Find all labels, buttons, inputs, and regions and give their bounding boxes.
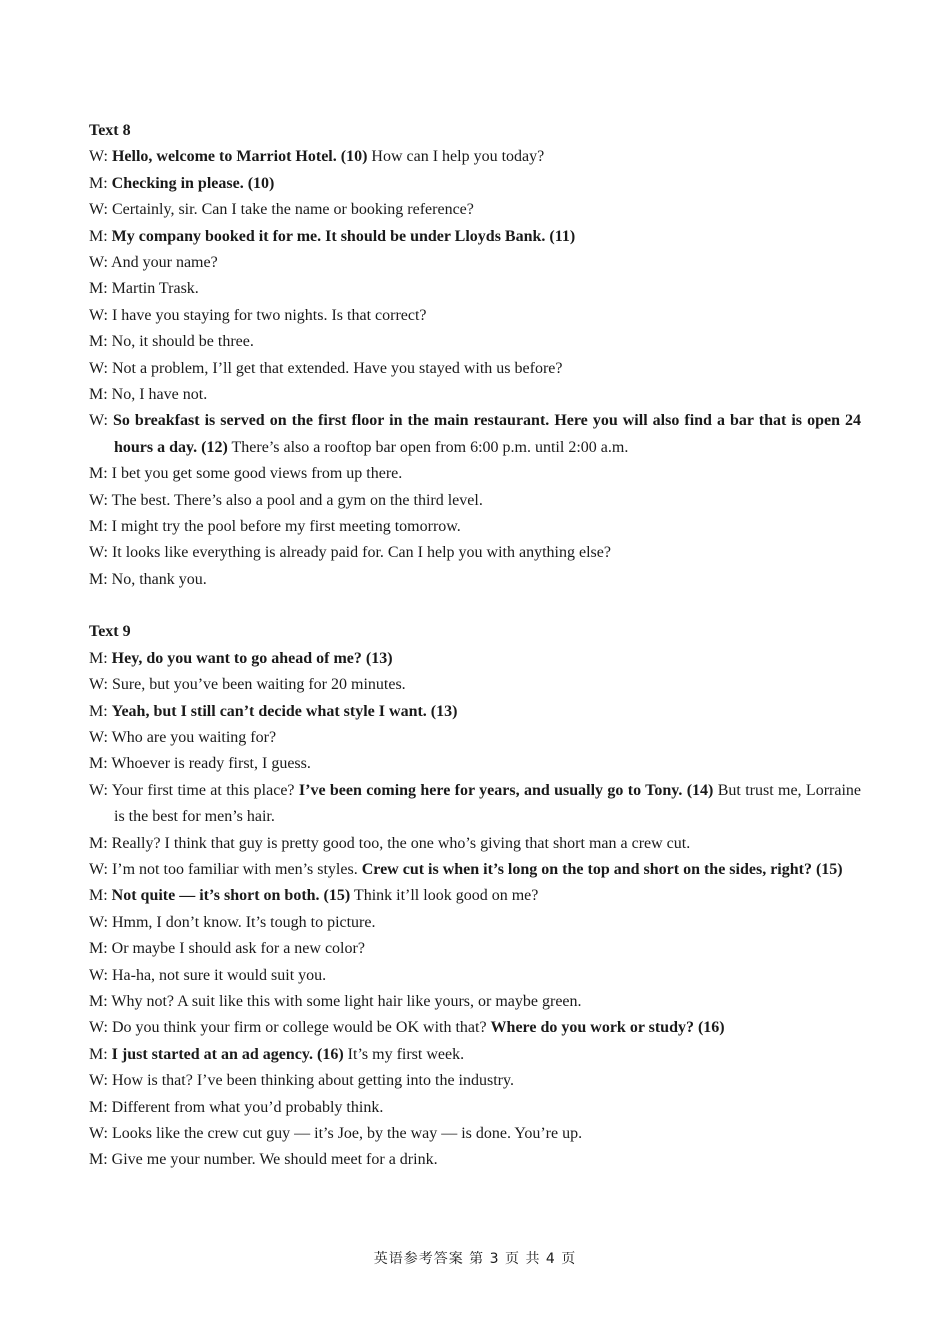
dialogue-line — [89, 1147, 861, 1173]
dialogue-line — [89, 699, 861, 725]
document-body — [89, 118, 861, 1174]
line-text: M: — [89, 702, 112, 720]
line-text: M: Why not? A suit like this with some light hair like yours, or maybe green. — [89, 992, 582, 1010]
line-text: M: — [89, 649, 112, 667]
line-text: M: — [89, 887, 112, 905]
dialogue-line — [89, 382, 861, 408]
section-heading: Text 8 — [89, 122, 131, 139]
line-text: W: I have you staying for two nights. Is that correct? — [89, 306, 427, 324]
dialogue-line — [89, 672, 861, 698]
line-text: M: Give me your number. We should meet for a drink. — [89, 1151, 438, 1169]
dialogue-line — [89, 540, 861, 566]
line-text: W: — [89, 148, 112, 166]
dialogue-line — [89, 910, 861, 936]
dialogue-line — [89, 936, 861, 962]
dialogue-line — [89, 1015, 861, 1041]
line-text: W: Certainly, sir. Can I take the name or booking reference? — [89, 201, 474, 219]
line-text: W: — [89, 412, 113, 430]
line-text: W: And your name? — [89, 254, 218, 272]
line-text: Think it’ll look good on me? — [350, 887, 539, 905]
line-text: W: Hmm, I don’t know. It’s tough to picture. — [89, 913, 376, 931]
dialogue-section — [89, 619, 861, 1174]
line-text: M: Martin Trask. — [89, 280, 199, 298]
line-text: M: — [89, 1045, 112, 1063]
line-text: M: I bet you get some good views from up there. — [89, 465, 403, 483]
line-text: M: Whoever is ready first, I guess. — [89, 755, 311, 773]
answer-highlight: Checking in please. (10) — [111, 174, 275, 192]
line-text: W: How is that? I’ve been thinking about getting into the industry. — [89, 1072, 514, 1090]
line-text: W: Who are you waiting for? — [89, 728, 277, 746]
dialogue-line — [89, 171, 861, 197]
dialogue-line — [89, 461, 861, 487]
answer-highlight: Hey, do you want to go ahead of me? (13) — [111, 649, 393, 667]
dialogue-line — [89, 514, 861, 540]
dialogue-line — [89, 725, 861, 751]
line-text: W: Ha-ha, not sure it would suit you. — [89, 966, 327, 984]
dialogue-line — [89, 276, 861, 302]
dialogue-line — [89, 303, 861, 329]
dialogue-line — [89, 778, 861, 831]
answer-highlight: I’ve been coming here for years, and usually go to Tony. (14) — [298, 781, 714, 799]
dialogue-line — [89, 646, 861, 672]
dialogue-line — [89, 144, 861, 170]
line-text: M: No, it should be three. — [89, 333, 254, 351]
answer-highlight: Yeah, but I still can’t decide what style I want. (13) — [111, 702, 458, 720]
line-text: W: Do you think your firm or college would be OK with that? — [89, 1019, 491, 1037]
dialogue-line — [89, 1121, 861, 1147]
line-text: But trust me, Lorraine is the best for men’s hair. — [114, 781, 861, 826]
dialogue-line — [89, 224, 861, 250]
line-text: M: — [89, 174, 112, 192]
line-text: M: Or maybe I should ask for a new color? — [89, 940, 365, 958]
dialogue-line — [89, 408, 861, 461]
dialogue-line — [89, 567, 861, 593]
dialogue-line — [89, 329, 861, 355]
line-text: M: Really? I think that guy is pretty good too, the one who’s giving that short man a crew cut. — [89, 834, 691, 852]
answer-highlight: My company booked it for me. It should be under Lloyds Bank. (11) — [111, 227, 576, 245]
line-text: It’s my first week. — [343, 1045, 465, 1063]
dialogue-line — [89, 989, 861, 1015]
answer-highlight: Not quite — it’s short on both. (15) — [111, 887, 351, 905]
line-text: M: — [89, 227, 112, 245]
page-footer: 英语参考答案 第 3 页 共 4 页 — [373, 1251, 577, 1267]
line-text: W: Sure, but you’ve been waiting for 20 minutes. — [89, 676, 406, 694]
line-text: W: I’m not too familiar with men’s styles. — [89, 860, 362, 878]
line-text: M: No, I have not. — [89, 386, 208, 404]
section-heading: Text 9 — [89, 623, 131, 641]
dialogue-line — [89, 1095, 861, 1121]
line-text: W: It looks like everything is already paid for. Can I help you with anything else? — [89, 544, 611, 562]
dialogue-section — [89, 118, 861, 593]
dialogue-line — [89, 356, 861, 382]
answer-highlight: Hello, welcome to Marriot Hotel. (10) — [111, 148, 368, 166]
dialogue-line — [89, 488, 861, 514]
dialogue-line — [89, 1068, 861, 1094]
dialogue-line — [89, 197, 861, 223]
line-text: W: The best. There’s also a pool and a gym on the third level. — [89, 491, 483, 509]
line-text: W: Not a problem, I’ll get that extended. Have you stayed with us before? — [89, 359, 563, 377]
dialogue-line — [89, 857, 861, 883]
line-text: How can I help you today? — [367, 148, 545, 166]
answer-highlight: Where do you work or study? (16) — [490, 1019, 725, 1037]
line-text: W: Looks like the crew cut guy — it’s Joe, by the way — is done. You’re up. — [89, 1125, 583, 1142]
line-text: M: I might try the pool before my first meeting tomorrow. — [89, 518, 461, 536]
answer-highlight: I just started at an ad agency. (16) — [111, 1045, 344, 1063]
dialogue-line — [89, 883, 861, 909]
line-text: W: Your first time at this place? — [89, 781, 299, 799]
dialogue-line — [89, 831, 861, 857]
dialogue-line — [89, 963, 861, 989]
dialogue-line — [89, 1042, 861, 1068]
answer-highlight: Crew cut is when it’s long on the top and short on the sides, right? (15) — [361, 860, 843, 878]
line-text: M: No, thank you. — [89, 570, 207, 588]
dialogue-line — [89, 250, 861, 276]
line-text: There’s also a rooftop bar open from 6:00 p.m. until 2:00 a.m. — [227, 438, 629, 456]
line-text: M: Different from what you’d probably think. — [89, 1098, 384, 1116]
dialogue-line — [89, 751, 861, 777]
answer-highlight: So breakfast is served on the first floor in the main restaurant. Here you will also find a bar that is open 24 hours a day. (12) — [113, 412, 862, 456]
